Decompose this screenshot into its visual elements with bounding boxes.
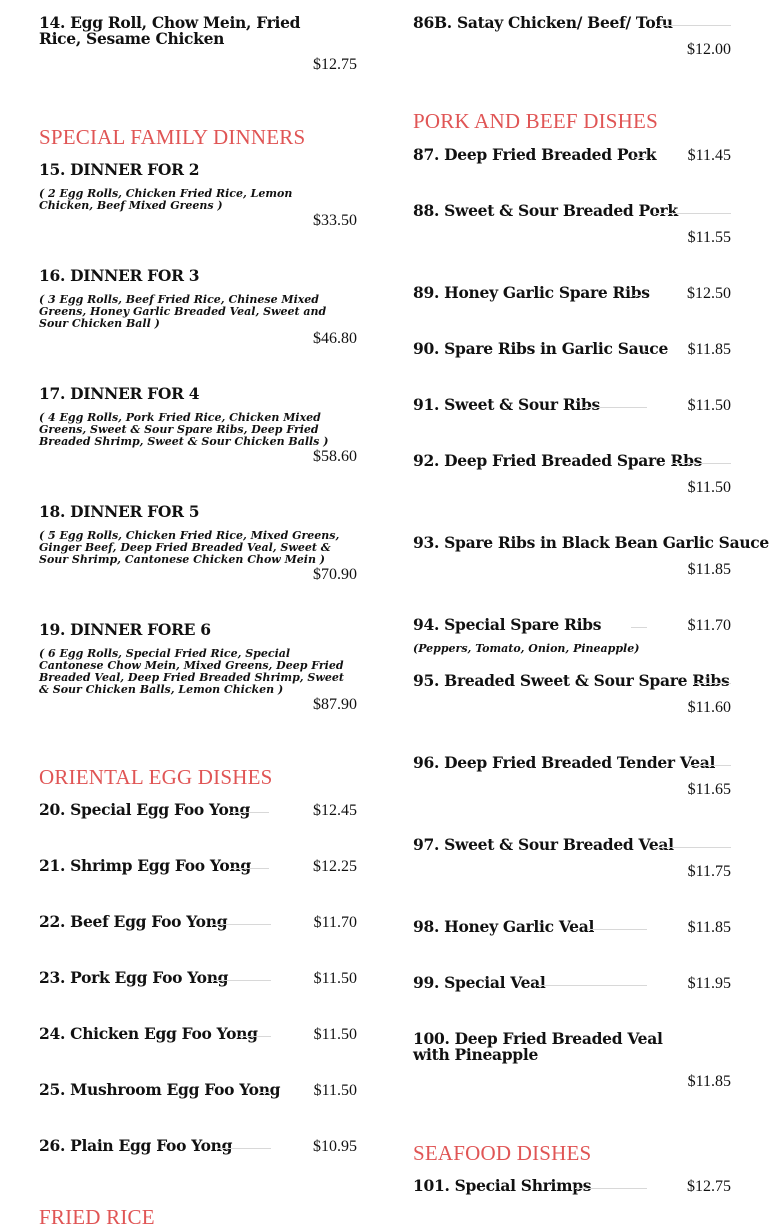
item-name: 101. Special Shrimps	[413, 1176, 592, 1195]
item-name: 14. Egg Roll, Chow Mein, Fried Rice, Sesame Chicken	[39, 13, 301, 48]
menu-item-98	[413, 919, 731, 939]
menu-item-18	[39, 504, 357, 589]
menu-item-99	[413, 975, 731, 995]
item-price: $11.50	[313, 1026, 357, 1043]
item-name: 25. Mushroom Egg Foo Yong	[39, 1080, 281, 1099]
item-name: 95. Breaded Sweet & Sour Spare Ribs	[413, 671, 730, 690]
item-price: $11.85	[687, 561, 731, 578]
item-name: 92. Deep Fried Breaded Spare Rbs	[413, 451, 703, 470]
item-name: 98. Honey Garlic Veal	[413, 917, 595, 936]
item-price: $12.75	[313, 56, 357, 73]
menu-item-24	[39, 1026, 357, 1046]
item-name: 100. Deep Fried Breaded Veal with Pineapple	[413, 1029, 663, 1064]
menu-item-96	[413, 755, 731, 799]
menu-item-91	[413, 397, 731, 417]
dotted-leader	[653, 213, 731, 214]
menu-item-15	[39, 162, 357, 232]
item-description: ( 2 Egg Rolls, Chicken Fried Rice, Lemon Chicken, Beef Mixed Greens )	[39, 187, 293, 212]
item-price: $11.95	[687, 975, 731, 992]
dotted-leader	[695, 683, 731, 684]
item-price: $11.85	[687, 341, 731, 358]
item-name: 88. Sweet & Sour Breaded Pork	[413, 201, 678, 220]
menu-item-21	[39, 858, 357, 878]
menu-item-23	[39, 970, 357, 990]
item-price: $11.70	[687, 617, 731, 634]
item-description: ( 3 Egg Rolls, Beef Fried Rice, Chinese Mixed Greens, Honey Garlic Breaded Veal, Sweet and Sour Chicken Ball )	[39, 293, 327, 330]
dotted-leader	[211, 924, 271, 925]
item-name: 19. DINNER FORE 6	[39, 620, 211, 639]
item-name: 91. Sweet & Sour Ribs	[413, 395, 600, 414]
item-price: $11.85	[687, 919, 731, 936]
item-price: $33.50	[313, 212, 357, 229]
section-heading-oriental-egg-dishes: ORIENTAL EGG DISHES	[39, 765, 273, 789]
dotted-leader	[231, 868, 269, 869]
menu-item-20	[39, 802, 357, 822]
item-price: $11.85	[687, 1073, 731, 1090]
dotted-leader	[588, 929, 647, 930]
dotted-leader	[239, 1036, 271, 1037]
item-name: 21. Shrimp Egg Foo Yong	[39, 856, 251, 875]
menu-item-97	[413, 837, 731, 881]
dotted-leader	[231, 812, 269, 813]
item-price: $12.25	[313, 858, 357, 875]
item-name: 22. Beef Egg Foo Yong	[39, 912, 228, 931]
dotted-leader	[211, 980, 271, 981]
menu-item-14	[39, 15, 357, 77]
item-name: 18. DINNER FOR 5	[39, 502, 200, 521]
item-price: $12.50	[687, 285, 731, 302]
item-name: 20. Special Egg Foo Yong	[39, 800, 250, 819]
item-description: (Peppers, Tomato, Onion, Pineapple)	[413, 642, 640, 655]
menu-item-92	[413, 453, 731, 497]
section-heading-fried-rice: FRIED RICE	[39, 1205, 155, 1229]
menu-item-26	[39, 1138, 357, 1158]
menu-item-94	[413, 617, 731, 661]
item-price: $12.45	[313, 802, 357, 819]
item-price: $11.50	[313, 970, 357, 987]
menu-item-25	[39, 1082, 357, 1102]
menu-item-100	[413, 1031, 731, 1093]
dotted-leader	[673, 463, 731, 464]
dotted-leader	[653, 847, 731, 848]
section-heading-special-family-dinners: SPECIAL FAMILY DINNERS	[39, 125, 306, 149]
dotted-leader	[643, 351, 647, 352]
section-heading-pork-and-beef-dishes: PORK AND BEEF DISHES	[413, 109, 658, 133]
item-price: $11.60	[687, 699, 731, 716]
dotted-leader	[689, 765, 731, 766]
item-price: $12.75	[687, 1178, 731, 1195]
dotted-leader	[217, 1148, 271, 1149]
item-price: $11.70	[313, 914, 357, 931]
item-name: 96. Deep Fried Breaded Tender Veal	[413, 753, 716, 772]
menu-item-88	[413, 203, 731, 247]
item-description: ( 5 Egg Rolls, Chicken Fried Rice, Mixed Greens, Ginger Beef, Deep Fried Breaded Veal, Sweet & Sour Shrimp, Cantonese Chicken Chow Mein )	[39, 529, 340, 566]
item-name: 93. Spare Ribs in Black Bean Garlic Sauce	[413, 533, 769, 552]
dotted-leader	[583, 407, 647, 408]
item-name: 24. Chicken Egg Foo Yong	[39, 1024, 258, 1043]
item-name: 94. Special Spare Ribs	[413, 615, 602, 634]
item-name: 99. Special Veal	[413, 973, 546, 992]
item-price: $11.50	[313, 1082, 357, 1099]
dotted-leader	[259, 1092, 271, 1093]
dotted-leader	[575, 1188, 647, 1189]
item-price: $10.95	[313, 1138, 357, 1155]
dotted-leader	[633, 295, 645, 296]
item-name: 90. Spare Ribs in Garlic Sauce	[413, 339, 669, 358]
item-name: 86B. Satay Chicken/ Beef/ Tofu	[413, 13, 673, 32]
item-price: $12.00	[687, 41, 731, 58]
menu-item-87	[413, 147, 731, 167]
menu-item-95	[413, 673, 731, 717]
item-name: 97. Sweet & Sour Breaded Veal	[413, 835, 674, 854]
item-price: $70.90	[313, 566, 357, 583]
dotted-leader	[658, 25, 731, 26]
dotted-leader	[537, 985, 647, 986]
item-price: $11.50	[687, 479, 731, 496]
item-name: 15. DINNER FOR 2	[39, 160, 200, 179]
menu-item-89	[413, 285, 731, 305]
item-price: $11.55	[687, 229, 731, 246]
item-name: 17. DINNER FOR 4	[39, 384, 200, 403]
menu-item-19	[39, 622, 357, 722]
item-price: $11.50	[687, 397, 731, 414]
menu-item-93	[413, 533, 769, 579]
item-price: $11.45	[687, 147, 731, 164]
item-price: $87.90	[313, 696, 357, 713]
menu-item-90	[413, 341, 731, 361]
item-name: 23. Pork Egg Foo Yong	[39, 968, 229, 987]
section-heading-seafood-dishes: SEAFOOD DISHES	[413, 1141, 592, 1165]
dotted-leader	[631, 627, 647, 628]
menu-item-16	[39, 268, 357, 353]
menu-item-22	[39, 914, 357, 934]
item-description: ( 4 Egg Rolls, Pork Fried Rice, Chicken Mixed Greens, Sweet & Sour Spare Ribs, Deep Fried Breaded Shrimp, Sweet & Sour Chicken Balls )	[39, 411, 329, 448]
item-name: 89. Honey Garlic Spare Ribs	[413, 283, 650, 302]
item-name: 26. Plain Egg Foo Yong	[39, 1136, 233, 1155]
menu-item-86b	[413, 15, 731, 59]
item-price: $58.60	[313, 448, 357, 465]
item-price: $46.80	[313, 330, 357, 347]
item-name: 87. Deep Fried Breaded Pork	[413, 145, 657, 164]
menu-item-101	[413, 1178, 731, 1198]
item-description: ( 6 Egg Rolls, Special Fried Rice, Special Cantonese Chow Mein, Mixed Greens, Deep Fried Breaded Veal, Deep Fried Breaded Shrimp, Sweet & Sour Chicken Balls, Lemon Chicken )	[39, 647, 344, 696]
dotted-leader	[635, 157, 647, 158]
item-name: 16. DINNER FOR 3	[39, 266, 200, 285]
item-price: $11.75	[687, 863, 731, 880]
menu-item-17	[39, 386, 357, 471]
item-price: $11.65	[687, 781, 731, 798]
